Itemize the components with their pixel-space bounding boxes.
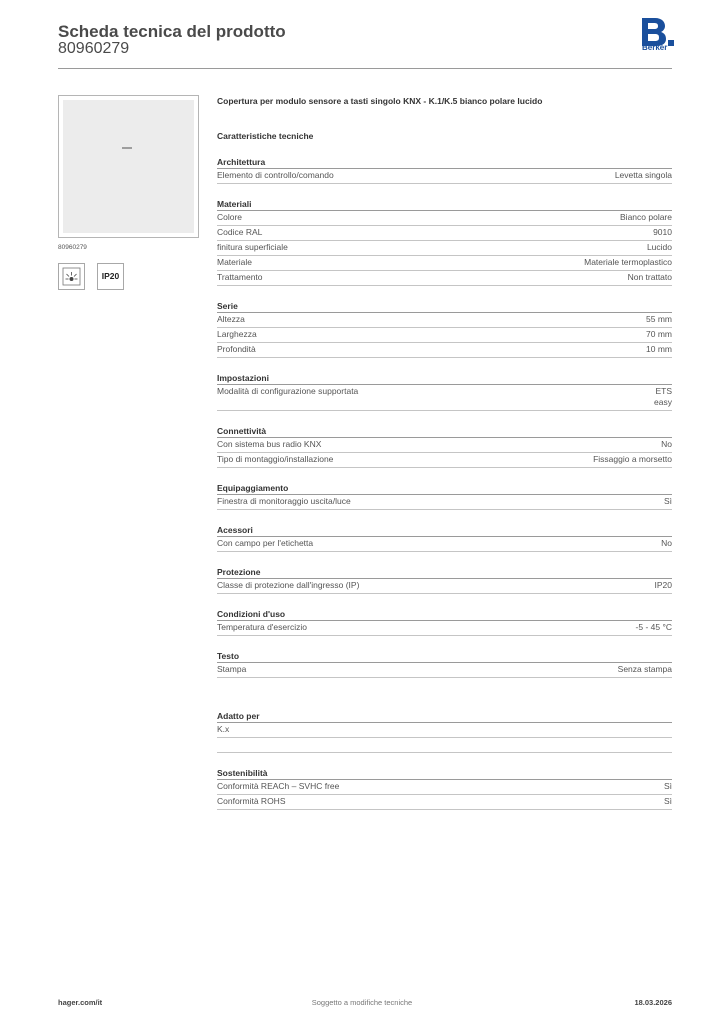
footer-date: 18.03.2026	[634, 998, 672, 1007]
spec-row	[217, 663, 672, 678]
spec-value: Sì	[663, 496, 672, 506]
section-title: Condizioni d'uso	[217, 608, 672, 621]
section-title: Protezione	[217, 566, 672, 579]
product-cover-plate	[63, 100, 194, 233]
spec-row	[217, 537, 672, 552]
section-title: Testo	[217, 650, 672, 663]
section-title: Impostazioni	[217, 372, 672, 385]
product-image	[58, 95, 199, 238]
spec-value: IP20	[654, 580, 672, 590]
spec-table	[217, 156, 672, 810]
section-title: Equipaggiamento	[217, 482, 672, 495]
product-rocker-mark	[122, 147, 132, 149]
spec-value: Senza stampa	[617, 664, 672, 674]
technical-characteristics-title: Caratteristiche tecniche	[217, 131, 314, 141]
spec-value: No	[661, 439, 672, 449]
spec-label: Tipo di montaggio/installazione	[217, 454, 334, 464]
product-code: 80960279	[58, 40, 130, 57]
spec-row	[217, 328, 672, 343]
spec-value: Lucido	[646, 242, 672, 252]
spec-row	[217, 495, 672, 510]
footer-website: hager.com/it	[58, 998, 103, 1007]
spec-value: Sì	[663, 781, 672, 791]
spec-label: Con sistema bus radio KNX	[217, 439, 322, 449]
section-title: Adatto per	[217, 710, 672, 723]
spec-value: Sì	[663, 796, 672, 806]
spec-label: Modalità di configurazione supportata	[217, 386, 359, 396]
spec-row	[217, 795, 672, 810]
spec-value: ETS easy	[654, 386, 672, 407]
spec-row	[217, 385, 672, 411]
spec-row	[217, 438, 672, 453]
section-title: Architettura	[217, 156, 672, 169]
spec-row	[217, 271, 672, 286]
spec-row	[217, 621, 672, 636]
spec-label: Classe di protezione dall'ingresso (IP)	[217, 580, 360, 590]
header-divider	[58, 68, 672, 69]
spec-label: Con campo per l'etichetta	[217, 538, 314, 548]
section-title: Acessori	[217, 524, 672, 537]
spec-label: Elemento di controllo/comando	[217, 170, 334, 180]
spec-value: Levetta singola	[614, 170, 672, 180]
spec-label: Profondità	[217, 344, 256, 354]
spec-label: Codice RAL	[217, 227, 263, 237]
spec-row	[217, 226, 672, 241]
spec-label: Trattamento	[217, 272, 263, 282]
spec-row	[217, 313, 672, 328]
spec-value: No	[661, 538, 672, 548]
led-light-icon	[58, 263, 85, 290]
spec-value: 70 mm	[646, 329, 672, 339]
spec-label: Materiale	[217, 257, 252, 267]
ip-rating-badge: IP20	[97, 263, 124, 290]
spec-label: Temperatura d'esercizio	[217, 622, 307, 632]
image-caption: 80960279	[58, 244, 87, 251]
section-title: Materiali	[217, 198, 672, 211]
spec-row	[217, 256, 672, 271]
spec-label: Colore	[217, 212, 243, 222]
spec-value: Non trattato	[627, 272, 672, 282]
spec-label: Stampa	[217, 664, 247, 674]
spec-value: -5 - 45 °C	[635, 622, 672, 632]
spec-row	[217, 241, 672, 256]
spec-row	[217, 453, 672, 468]
footer-notice: Soggetto a modifiche tecniche	[311, 998, 413, 1007]
logo-brand-text: Berker	[642, 43, 668, 52]
spec-label: Larghezza	[217, 329, 257, 339]
spec-row	[217, 343, 672, 358]
spec-value: 9010	[653, 227, 672, 237]
spec-row	[217, 780, 672, 795]
spec-row	[217, 738, 672, 753]
spec-label: Conformità ROHS	[217, 796, 286, 806]
spec-row	[217, 579, 672, 594]
section-title: Connettività	[217, 425, 672, 438]
spec-value: 55 mm	[646, 314, 672, 324]
page-title: Scheda tecnica del prodotto	[58, 22, 286, 41]
spec-value: 10 mm	[646, 344, 672, 354]
spec-row	[217, 211, 672, 226]
spec-value: Fissaggio a morsetto	[593, 454, 672, 464]
spec-value: Bianco polare	[620, 212, 672, 222]
product-description: Copertura per modulo sensore a tasti singolo KNX - K.1/K.5 bianco polare lucido	[217, 96, 543, 106]
spec-label: Altezza	[217, 314, 245, 324]
spec-label: Conformità REACh – SVHC free	[217, 781, 340, 791]
spec-label: Finestra di monitoraggio uscita/luce	[217, 496, 351, 506]
spec-label: K.x	[217, 724, 230, 734]
section-title: Sostenibilità	[217, 767, 672, 780]
spec-label: finitura superficiale	[217, 242, 288, 252]
spec-row	[217, 169, 672, 184]
spec-row	[217, 723, 672, 738]
spec-value: Materiale termoplastico	[584, 257, 672, 267]
section-title: Serie	[217, 300, 672, 313]
